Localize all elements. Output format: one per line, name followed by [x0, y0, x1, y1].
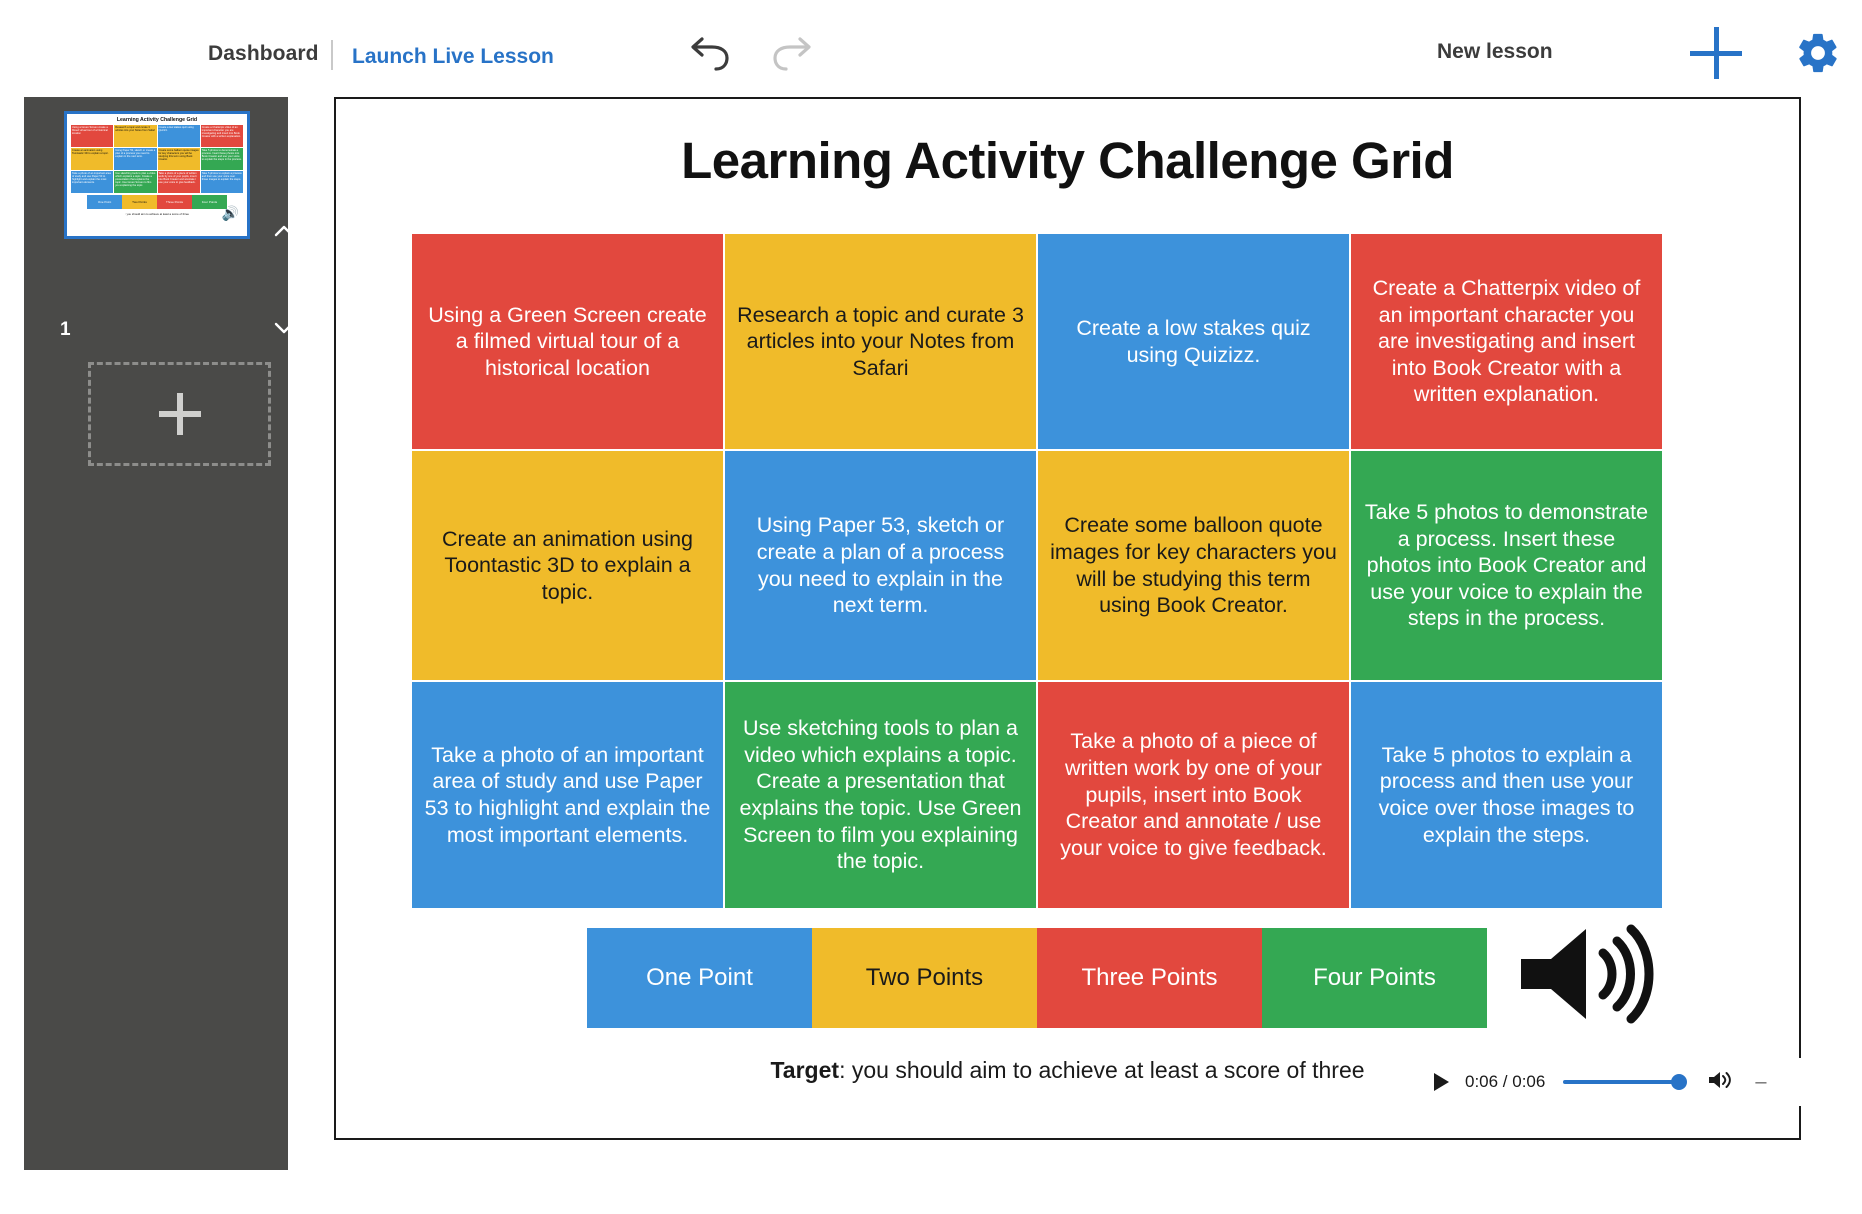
add-slide-button[interactable]: [88, 362, 271, 466]
grid-cell[interactable]: Take 5 photos to demonstrate a process. Insert these photos into Book Creator and use your voice to explain the steps in the process.: [1351, 451, 1662, 680]
grid-cell[interactable]: Create an animation using Toontastic 3D to explain a topic.: [412, 451, 723, 680]
points-item[interactable]: Four Points: [1262, 928, 1487, 1028]
chevron-up-icon[interactable]: [272, 219, 296, 243]
target-description: : you should aim to achieve at least a score of three: [839, 1057, 1365, 1083]
points-item[interactable]: Two Points: [812, 928, 1037, 1028]
thumb-point: Three Points: [157, 195, 192, 209]
thumb-cell: Create a low stakes quiz using Quizizz.: [158, 125, 200, 147]
slide-thumbnail-1[interactable]: [64, 111, 250, 239]
thumb-cell: Create a Chatterpix video of an important character you are investigating and insert into Book Creator with a written explanation.: [201, 125, 243, 147]
target-label: Target: [770, 1057, 840, 1083]
launch-live-lesson-link[interactable]: Launch Live Lesson: [352, 45, 554, 68]
toolbar-divider: [331, 40, 333, 70]
plus-icon[interactable]: [1690, 27, 1742, 79]
thumb-cell: Use sketching tools to plan a video which explains a topic. Create a presentation that explains the topic. Use Green Screen to film you explaining the topic.: [114, 171, 156, 193]
page-title: Learning Activity Challenge Grid: [681, 132, 1454, 189]
grid-cell[interactable]: Use sketching tools to plan a video which explains a topic. Create a presentation that explains the topic. Use Green Screen to film you explaining the topic.: [725, 682, 1036, 908]
dashboard-link[interactable]: Dashboard: [208, 42, 319, 65]
chevron-down-icon[interactable]: [272, 315, 296, 339]
thumb-cell: Research a topic and curate 3 articles into your Notes from Safari: [114, 125, 156, 147]
thumb-cell: Take 5 photos to explain a process and then use your voice over those images to explain the steps.: [201, 171, 243, 193]
video-progress-knob[interactable]: [1671, 1074, 1687, 1090]
dash-icon[interactable]: –: [1755, 1070, 1767, 1093]
thumb-target: : you should aim to achieve at least a score of three: [125, 212, 189, 216]
gear-icon[interactable]: [1795, 30, 1841, 76]
thumb-cell: Create an animation using Toontastic 3D to explain a topic.: [71, 148, 113, 170]
slide-number-label: 1: [60, 319, 71, 340]
slide-thumbnail-content: [67, 114, 247, 236]
grid-cell[interactable]: Take 5 photos to explain a process and then use your voice over those images to explain the steps.: [1351, 682, 1662, 908]
thumb-cell: Using a Green Screen create a filmed virtual tour of a historical location: [71, 125, 113, 147]
thumb-cell: Take a photo of an important area of study and use Paper 53 to highlight and explain the most important elements.: [71, 171, 113, 193]
thumb-cell: Create some balloon quote images for key characters you will be studying this term using Book Creator.: [158, 148, 200, 170]
thumb-title: Learning Activity Challenge Grid: [116, 117, 198, 123]
points-legend: [587, 928, 1487, 1028]
speaker-volume-icon[interactable]: [1511, 919, 1661, 1029]
thumb-point: Two Points: [122, 195, 157, 209]
lesson-title[interactable]: New lesson: [1437, 40, 1553, 63]
video-time-label: 0:06 / 0:06: [1465, 1072, 1546, 1091]
grid-cell[interactable]: Research a topic and curate 3 articles into your Notes from Safari: [725, 234, 1036, 449]
challenge-grid: [412, 234, 1662, 908]
thumb-cell: Take 5 photos to demonstrate a process. Insert these photos into Book Creator and use your voice to explain the steps in the process.: [201, 148, 243, 170]
thumb-grid: [71, 125, 243, 193]
slide-panel: [24, 97, 288, 1170]
grid-cell[interactable]: Create a Chatterpix video of an important character you are investigating and insert into Book Creator with a written explanation.: [1351, 234, 1662, 449]
top-toolbar: [0, 0, 1862, 84]
points-item[interactable]: One Point: [587, 928, 812, 1028]
thumb-cell: Using Paper 53, sketch or create a plan of a process you need to explain in the next term.: [114, 148, 156, 170]
plus-icon: [159, 393, 201, 435]
video-progress-slider[interactable]: [1563, 1080, 1681, 1084]
volume-icon[interactable]: [1707, 1069, 1733, 1096]
grid-cell[interactable]: Take a photo of a piece of written work by one of your pupils, insert into Book Creator and annotate / use your voice to give feedback.: [1038, 682, 1349, 908]
points-item[interactable]: Three Points: [1037, 928, 1262, 1028]
play-icon[interactable]: [1434, 1073, 1449, 1091]
grid-cell[interactable]: Using Paper 53, sketch or create a plan of a process you need to explain in the next term.: [725, 451, 1036, 680]
grid-cell[interactable]: Create a low stakes quiz using Quizizz.: [1038, 234, 1349, 449]
slide-canvas[interactable]: [334, 97, 1801, 1140]
thumb-cell: Take a photo of a piece of written work by one of your pupils, insert into Book Creator and annotate / use your voice to give feedback.: [158, 171, 200, 193]
grid-cell[interactable]: Create some balloon quote images for key characters you will be studying this term using Book Creator.: [1038, 451, 1349, 680]
grid-cell[interactable]: Using a Green Screen create a filmed virtual tour of a historical location: [412, 234, 723, 449]
redo-icon[interactable]: [770, 36, 816, 78]
undo-icon[interactable]: [686, 36, 732, 78]
speaker-volume-icon: 🔊: [221, 205, 239, 221]
grid-cell[interactable]: Take a photo of an important area of study and use Paper 53 to highlight and explain the most important elements.: [412, 682, 723, 908]
thumb-points: [87, 195, 227, 209]
thumb-point: Four Points: [192, 195, 227, 209]
video-controls[interactable]: [1412, 1058, 1817, 1106]
thumb-point: One Point: [87, 195, 122, 209]
